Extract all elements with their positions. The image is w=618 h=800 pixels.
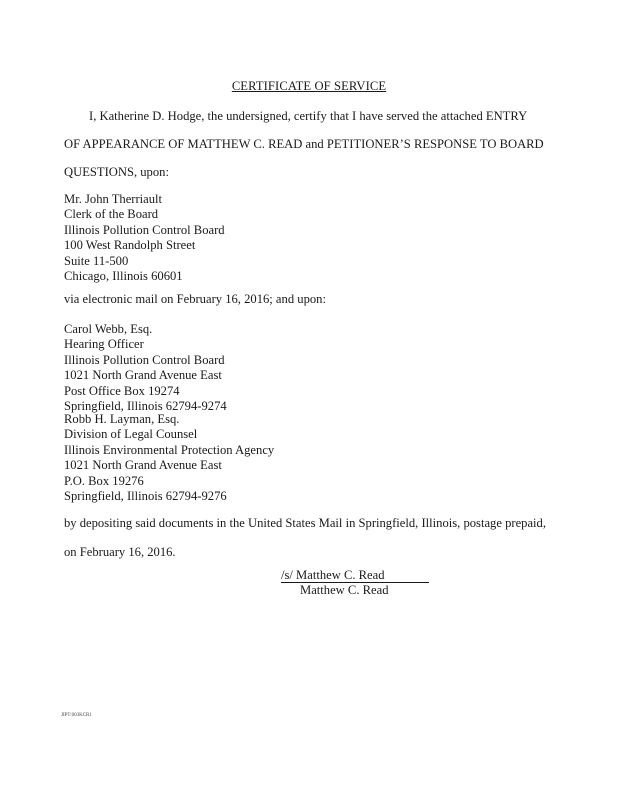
- footer-code: JIPT:003KCR1: [61, 713, 92, 718]
- mail-statement: by depositing said documents in the United States Mail in Springfield, Illinois, postage prepaid,: [64, 516, 546, 530]
- address-line: Illinois Environmental Protection Agency: [64, 442, 275, 457]
- address-line: Post Office Box 19274: [64, 383, 180, 398]
- address-line: Illinois Pollution Control Board: [64, 222, 225, 237]
- signature-line: /s/ Matthew C. Read: [281, 568, 429, 583]
- mail-date: on February 16, 2016.: [64, 545, 176, 559]
- via-email-statement: via electronic mail on February 16, 2016; and upon:: [64, 292, 326, 306]
- certification-line-1: I, Katherine D. Hodge, the undersigned, certify that I have served the attached ENTRY: [89, 109, 528, 123]
- certification-line-3: QUESTIONS, upon:: [64, 165, 169, 179]
- address-line: Chicago, Illinois 60601: [64, 268, 183, 283]
- address-line: 1021 North Grand Avenue East: [64, 368, 222, 383]
- signer-name: Matthew C. Read: [300, 583, 389, 597]
- document-title: CERTIFICATE OF SERVICE: [231, 79, 387, 93]
- address-line: Clerk of the Board: [64, 207, 159, 222]
- address-line: Illinois Pollution Control Board: [64, 352, 225, 367]
- recipient-address-hearing-officer: [64, 322, 227, 414]
- address-line: Suite 11-500: [64, 253, 129, 268]
- address-line: Springfield, Illinois 62794-9276: [64, 488, 227, 503]
- address-line: Division of Legal Counsel: [64, 427, 198, 442]
- address-line: Mr. John Therriault: [64, 192, 163, 206]
- address-line: P.O. Box 19276: [64, 473, 144, 488]
- recipient-address-clerk: [64, 192, 225, 284]
- address-line: 1021 North Grand Avenue East: [64, 458, 222, 473]
- recipient-address-legal-counsel: [64, 412, 274, 504]
- address-line: Hearing Officer: [64, 337, 144, 352]
- address-line: Carol Webb, Esq.: [64, 322, 153, 336]
- certification-line-2: OF APPEARANCE OF MATTHEW C. READ and PETITIONER’S RESPONSE TO BOARD: [64, 137, 544, 151]
- address-line: 100 West Randolph Street: [64, 238, 196, 253]
- address-line: Robb H. Layman, Esq.: [64, 412, 180, 426]
- address-line: Springfield, Illinois 62794-9274: [64, 398, 227, 413]
